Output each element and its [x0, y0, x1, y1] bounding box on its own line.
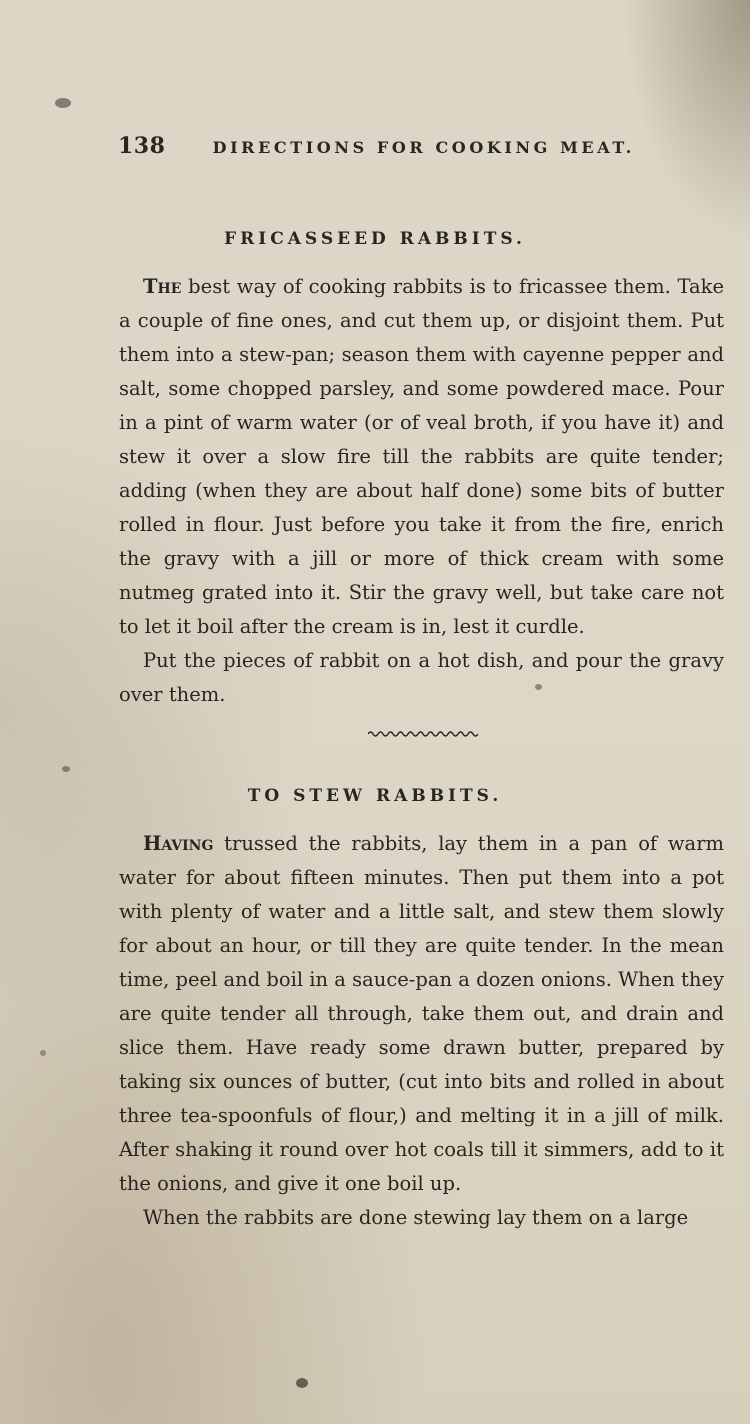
- section-heading-to-stew-rabbits: TO STEW RABBITS.: [247, 786, 503, 806]
- paragraph-text: When the rabbits are done stewing lay them on a large: [143, 1206, 689, 1229]
- paragraph-text: best way of cooking rabbits is to fricassee them. Take a couple of fine ones, and cut them up, or disjoint them. Put them into a stew-pan; season them with cayenne pepper and salt, some chopped parsley, and some powdered mace. Pour in a pint of warm water (or of veal broth, if you have it) and stew it over a slow fire till the rabbits are quite tender; adding (when they are about half done) some bits of butter rolled in flour. Just before you take it from the fire, enrich the gravy with a jill or more of thick cream with some nutmeg grated into it. Stir the gravy well, but take care not to let it boil after the cream is in, lest it curdle.: [119, 275, 724, 638]
- ink-spot: [40, 1050, 46, 1056]
- paragraph: [119, 644, 724, 712]
- section-divider-ornament: [368, 729, 478, 739]
- paragraph: [119, 1201, 724, 1235]
- running-title: DIRECTIONS FOR COOKING MEAT.: [212, 138, 635, 157]
- paragraph: [119, 827, 724, 1201]
- page-number: 138: [118, 133, 166, 159]
- section-heading-fricasseed-rabbits: FRICASSEED RABBITS.: [224, 229, 526, 249]
- paragraph: [119, 270, 724, 644]
- ink-spot: [55, 98, 71, 108]
- paragraph-lead-word: The: [143, 275, 182, 298]
- paragraph-text: Put the pieces of rabbit on a hot dish, and pour the gravy over them.: [119, 649, 724, 706]
- paragraph-text: trussed the rabbits, lay them in a pan of warm water for about fifteen minutes. Then put them into a pot with plenty of water and a little salt, and stew them slowly for about an hour, or till they are quite tender. In the mean time, peel and boil in a sauce-pan a dozen onions. When they are quite tender all through, take them out, and drain and slice them. Have ready some drawn butter, prepared by taking six ounces of butter, (cut into bits and rolled in about three tea-spoonfuls of flour,) and melting it in a jill of milk. After shaking it round over hot coals till it simmers, add to it the onions, and give it one boil up.: [119, 832, 724, 1195]
- paragraph-lead-word: Having: [143, 832, 214, 855]
- ink-spot: [296, 1378, 308, 1388]
- page-header: [118, 133, 648, 159]
- ink-spot: [62, 766, 70, 772]
